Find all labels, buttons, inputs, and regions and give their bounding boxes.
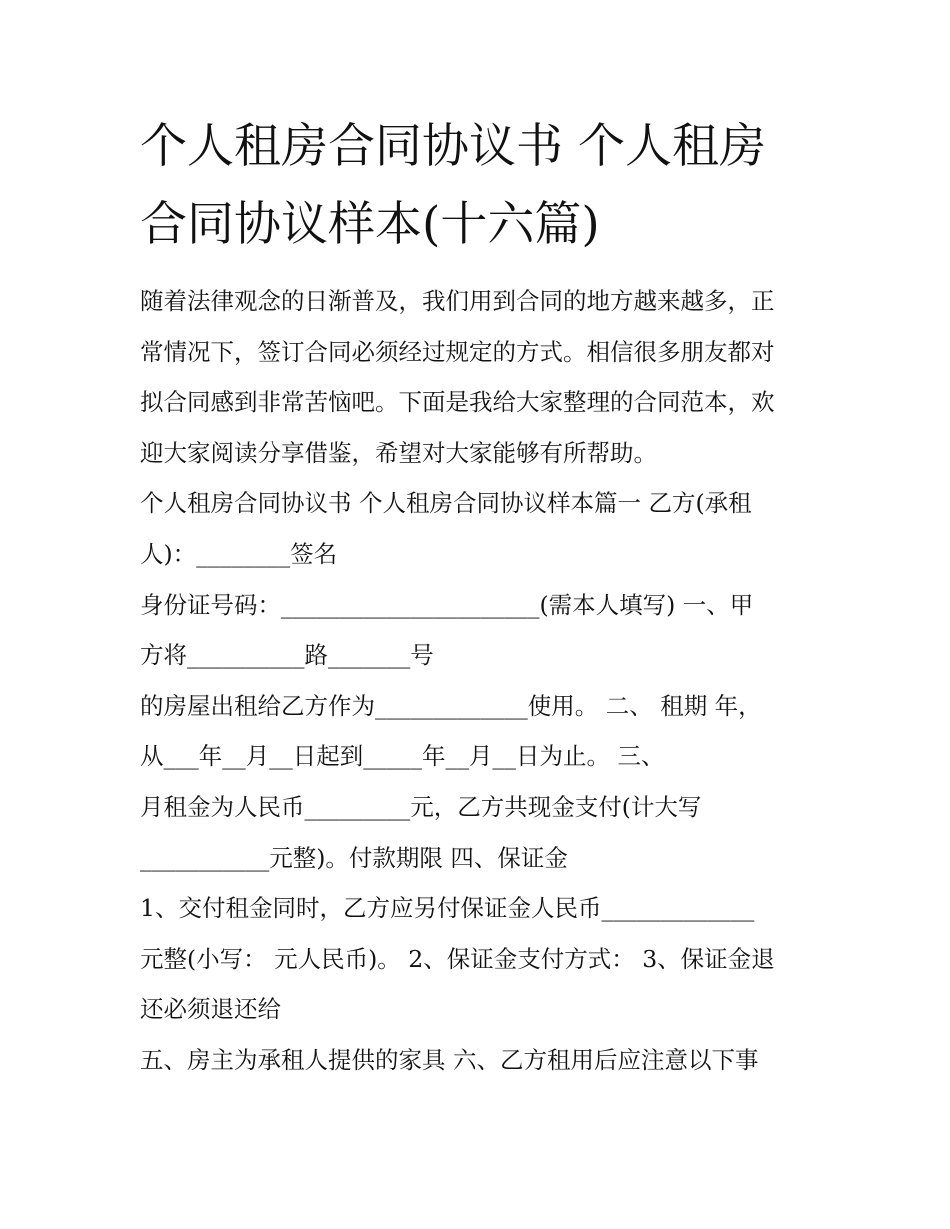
paragraph-line: 还必须退还给 xyxy=(140,995,281,1024)
paragraph-line: 1、交付租金同时，乙方应另付保证金人民币_____________ xyxy=(140,894,755,923)
paragraph-line: 随着法律观念的日渐普及，我们用到合同的地方越来越多，正 xyxy=(140,287,775,315)
paragraph-line: 迎大家阅读分享借鉴，希望对大家能够有所帮助。 xyxy=(140,438,657,467)
title-line-1: 个人租房合同协议书 个人租房 xyxy=(140,119,766,174)
paragraph-line: ___________元整)。付款期限 四、保证金 xyxy=(140,843,568,872)
title-line-2: 合同协议样本(十六篇) xyxy=(140,197,600,252)
document-body xyxy=(140,276,830,1086)
paragraph-line: 拟合同感到非常苦恼吧。下面是我给大家整理的合同范本，欢 xyxy=(140,388,775,417)
paragraph-line: 人)：________签名 xyxy=(140,539,338,568)
document-title xyxy=(140,108,830,264)
paragraph-line: 元整(小写： 元人民币)。 2、保证金支付方式： 3、保证金退 xyxy=(140,944,775,973)
paragraph-line: 月租金为人民币_________元，乙方共现金支付(计大写 xyxy=(140,792,702,821)
paragraph-line: 的房屋出租给乙方作为_____________使用。 二、 租期 年， xyxy=(140,691,762,720)
paragraph-line: 五、房主为承租人提供的家具 六、乙方租用后应注意以下事 xyxy=(140,1045,759,1074)
paragraph-line: 个人租房合同协议书 个人租房合同协议样本篇一 乙方(承租 xyxy=(140,489,752,518)
paragraph-line: 从___年__月__日起到_____年__月__日为止。 三、 xyxy=(140,742,665,771)
paragraph-line: 常情况下，签订合同必须经过规定的方式。相信很多朋友都对 xyxy=(140,337,775,366)
paragraph-line: 身份证号码：______________________(需本人填写) 一、甲 xyxy=(140,590,754,619)
paragraph-line: 方将__________路_______号 xyxy=(140,641,434,670)
